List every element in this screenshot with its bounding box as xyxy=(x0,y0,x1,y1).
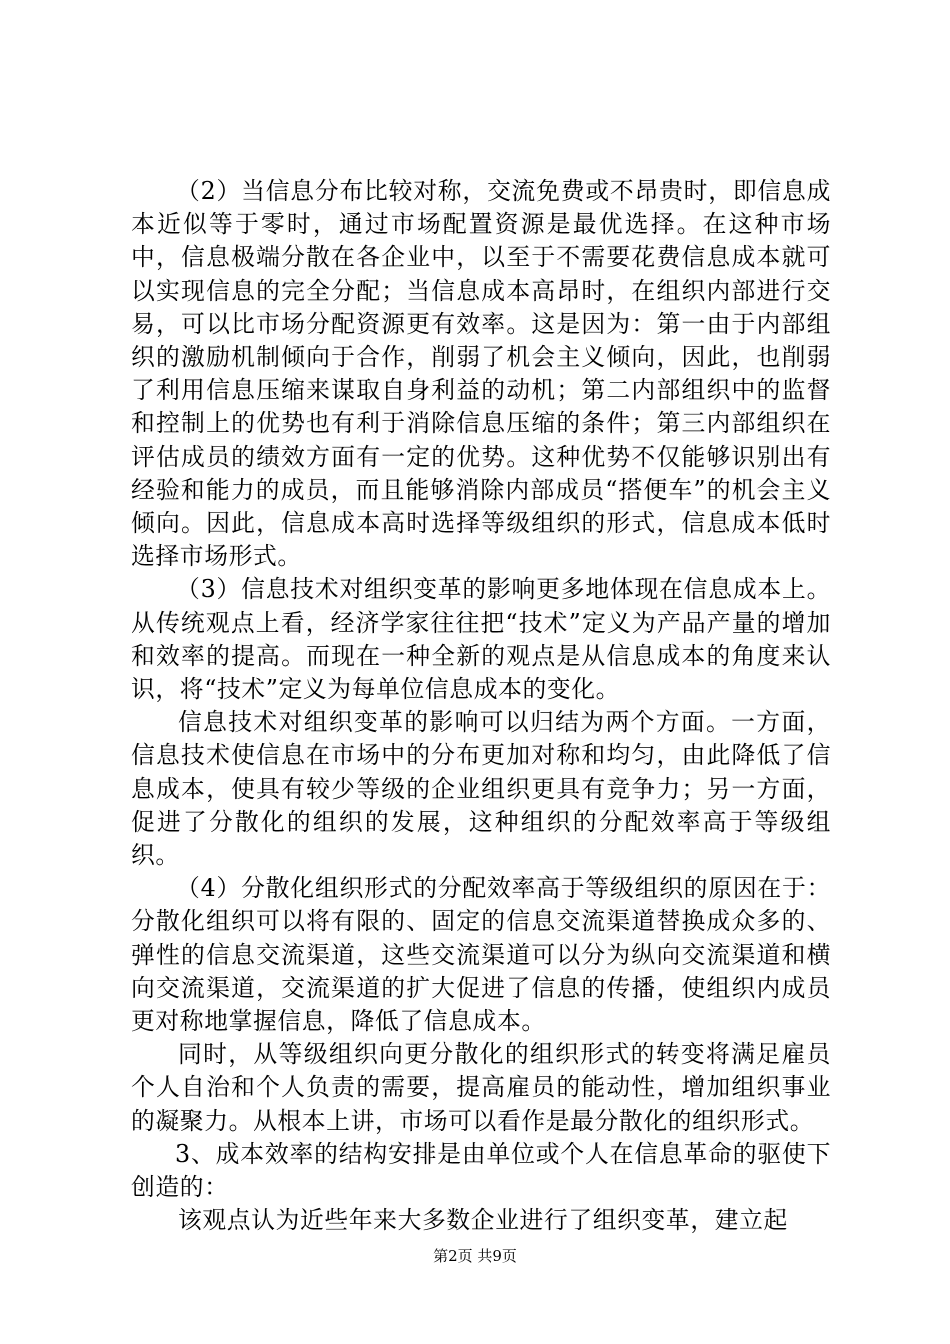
paragraph-point-4: （4）分散化组织形式的分配效率高于等级组织的原因在于：分散化组织可以将有限的、固定的信息交流渠道替换成众多的、弹性的信息交流渠道，这些交流渠道可以分为纵向交流渠道和横向交流渠道，交流渠道的扩大促进了信息的传播，使组织内成员更对称地掌握信息，降低了信息成本。 xyxy=(131,874,831,1036)
paragraph-decentralization: 同时，从等级组织向更分散化的组织形式的转变将满足雇员个人自治和个人负责的需要，提高雇员的能动性，增加组织事业的凝聚力。从根本上讲，市场可以看作是最分散化的组织形式。 xyxy=(131,1040,831,1135)
paragraph-point-3: （3）信息技术对组织变革的影响更多地体现在信息成本上。从传统观点上看，经济学家往往把“技术”定义为产品产量的增加和效率的提高。而现在一种全新的观点是从信息成本的角度来认识，将“技术”定义为每单位信息成本的变化。 xyxy=(131,575,831,704)
document-body xyxy=(131,175,831,1238)
paragraph-viewpoint: 该观点认为近些年来大多数企业进行了组织变革，建立起 xyxy=(178,1206,788,1235)
paragraph-point-2: （2）当信息分布比较对称，交流免费或不昂贵时，即信息成本近似等于零时，通过市场配置资源是最优选择。在这种市场中，信息极端分散在各企业中，以至于不需要花费信息成本就可以实现信息的完全分配；当信息成本高昂时，在组织内部进行交易，可以比市场分配资源更有效率。这是因为：第一由于内部组织的激励机制倾向于合作，削弱了机会主义倾向，因此，也削弱了利用信息压缩来谋取自身利益的动机；第二内部组织中的监督和控制上的优势也有利于消除信息压缩的条件；第三内部组织在评估成员的绩效方面有一定的优势。这种优势不仅能够识别出有经验和能力的成员，而且能够消除内部成员“搭便车”的机会主义倾向。因此，信息成本高时选择等级组织的形式，信息成本低时选择市场形式。 xyxy=(131,177,831,571)
paragraph-it-impact: 信息技术对组织变革的影响可以归结为两个方面。一方面，信息技术使信息在市场中的分布更加对称和均匀，由此降低了信息成本，使具有较少等级的企业组织更具有竞争力；另一方面，促进了分散化的组织的发展，这种组织的分配效率高于等级组织。 xyxy=(131,708,831,870)
page-footer: 第2页 共9页 xyxy=(433,1247,517,1265)
paragraph-section-3: 3、成本效率的结构安排是由单位或个人在信息革命的驱使下创造的： xyxy=(131,1139,831,1202)
